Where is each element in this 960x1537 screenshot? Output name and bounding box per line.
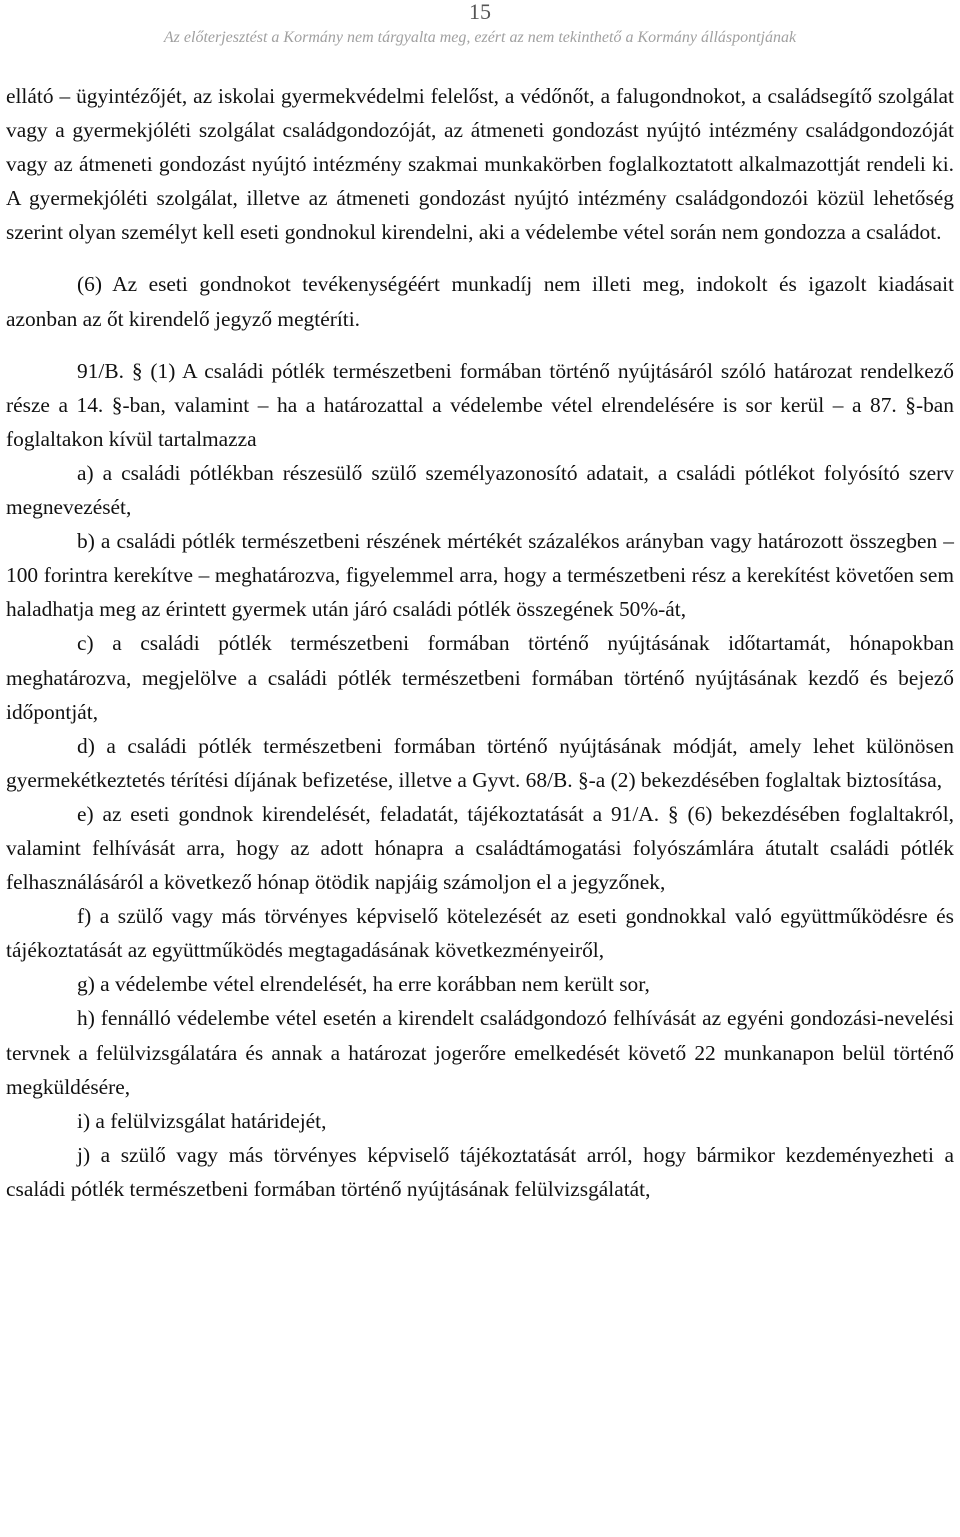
document-body [6, 79, 954, 1206]
list-item-e: e) az eseti gondnok kirendelését, feladatát, tájékoztatását a 91/A. § (6) bekezdésében foglaltakról, valamint felhívását arra, hogy az adott hónapra a családtámogatási folyószámlára átutalt családi pótlék felhasználásáról a következő hónap ötödik napjáig számoljon el a jegyzőnek, [6, 801, 954, 895]
list-item-c: c) a családi pótlék természetbeni formában történő nyújtásának időtartamát, hónapokban meghatározva, megjelölve a családi pótlék természetbeni formában történő nyújtásának kezdő és bejező időpontját, [6, 631, 954, 724]
list-item-g: g) a védelembe vétel elrendelését, ha erre korábban nem került sor, [77, 972, 650, 997]
list-item-f: f) a szülő vagy más törvényes képviselő kötelezését az eseti gondnokkal való együttműködésre és tájékoztatását az együttműködés megtagadásának következményeiről, [6, 904, 954, 963]
paragraph-continuation: ellátó – ügyintézőjét, az iskolai gyermekvédelmi felelőst, a védőnőt, a falugondnokot, a családsegítő szolgálat vagy a gyermekjóléti szolgálat családgondozóját, az átmeneti gondozást nyújtó intézmény családgondozóját vagy az átmeneti gondozást nyújtó intézmény szakmai munkakörben foglalkoztatott alkalmazottját rendeli ki. A gyermekjóléti szolgálat, illetve az átmeneti gondozást nyújtó intézmény családgondozói közül lehetőség szerint olyan személyt kell eseti gondnokul kirendelni, aki a védelembe vétel során nem gondozza a családot. [6, 84, 954, 245]
page-number: 15 [469, 0, 491, 24]
section-91b-intro: 91/B. § (1) A családi pótlék természetbeni formában történő nyújtásáról szóló határozat rendelkező része a 14. §-ban, valamint – ha a határozattal a védelembe vétel elrendelésére is sor kerül – a 87. §-ban foglaltakon kívül tartalmazza [6, 358, 954, 451]
list-item-h: h) fennálló védelembe vétel esetén a kirendelt családgondozó felhívását az egyéni gondozási-nevelési tervnek a felülvizsgálatára és annak a határozat jogerőre emelkedését követő 22 munkanapon belül történő megküldésére, [6, 1006, 954, 1099]
paragraph-6: (6) Az eseti gondnokot tevékenységéért munkadíj nem illeti meg, indokolt és igazolt kiadásait azonban az őt kirendelő jegyző megtéríti. [6, 272, 954, 331]
list-item-i: i) a felülvizsgálat határidejét, [77, 1108, 327, 1133]
list-item-d: d) a családi pótlék természetbeni formában történő nyújtásának módját, amely lehet különösen gyermekétkeztetés térítési díjának befizetése, illetve a Gyvt. 68/B. §-a (2) bekezdésében foglaltak biztosítása, [6, 733, 954, 792]
list-item-a: a) a családi pótlékban részesülő szülő személyazonosító adatait, a családi pótlékot folyósító szerv megnevezését, [6, 460, 954, 520]
list-item-b: b) a családi pótlék természetbeni részének mértékét százalékos arányban vagy határozott összegben – 100 forintra kerekítve – meghatározva, figyelemmel arra, hogy a természetbeni rész a kerekítést követően sem haladhatja meg az érintett gyermek után járó családi pótlék összegének 50%-át, [6, 529, 954, 622]
list-item-j: j) a szülő vagy más törvényes képviselő tájékoztatását arról, hogy bármikor kezdeményezheti a családi pótlék természetbeni formában történő nyújtásának felülvizsgálatát, [6, 1142, 954, 1201]
header-disclaimer: Az előterjesztést a Kormány nem tárgyalta meg, ezért az nem tekinthető a Kormány álláspontjának [163, 29, 797, 46]
